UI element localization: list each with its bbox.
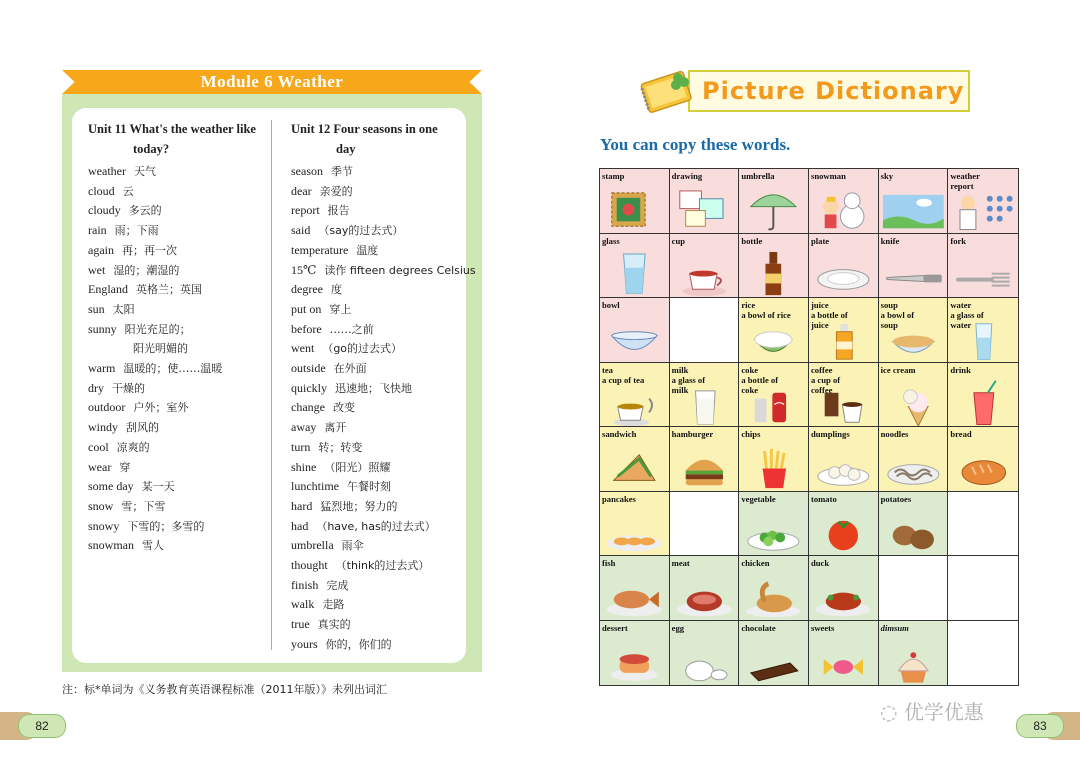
dict-cell-label: sweets bbox=[810, 622, 835, 633]
unit11-heading-line1: Unit 11 What's the weather like bbox=[88, 122, 256, 136]
footnote: 注：标*单词为《义务教育英语课程标准（2011年版）》未列出词汇 bbox=[62, 683, 387, 696]
dict-cell-dessert bbox=[600, 621, 670, 686]
word-chinese: 迅速地；飞快地 bbox=[335, 381, 412, 395]
copy-instruction: You can copy these words. bbox=[600, 135, 791, 154]
dict-cell-knife bbox=[879, 234, 949, 299]
dict-cell-empty bbox=[879, 556, 949, 621]
word-entry bbox=[88, 320, 222, 340]
dict-cell-label: milk a glass of milk bbox=[671, 364, 706, 395]
dict-cell-empty bbox=[948, 556, 1018, 621]
word-chinese: 离开 bbox=[324, 421, 347, 435]
word-entry bbox=[88, 458, 222, 478]
dict-cell-label: tomato bbox=[810, 493, 837, 504]
word-english: snow bbox=[88, 498, 114, 513]
word-entry bbox=[291, 576, 476, 596]
dict-cell-milk bbox=[670, 363, 740, 428]
word-entry bbox=[88, 418, 222, 438]
watermark-text: 优学优惠 bbox=[903, 700, 984, 724]
dict-cell-label: snowman bbox=[810, 171, 846, 181]
word-english: cool bbox=[88, 439, 109, 454]
dict-cell-label: tea a cup of tea bbox=[602, 364, 645, 385]
dict-cell-label: drawing bbox=[671, 171, 703, 181]
word-chinese: 雪；下雪 bbox=[121, 499, 166, 513]
dict-cell-label: dimsum bbox=[880, 622, 909, 633]
word-chinese: 你的，你们的 bbox=[325, 637, 392, 651]
word-chinese: 午餐时刻 bbox=[347, 480, 391, 494]
word-english: snowy bbox=[88, 518, 120, 533]
dict-cell-label: egg bbox=[671, 622, 685, 633]
dict-cell-label: fish bbox=[602, 558, 616, 568]
dict-cell-fish bbox=[600, 556, 670, 621]
word-entry bbox=[88, 300, 222, 320]
dict-cell-label: fork bbox=[950, 235, 967, 246]
word-entry bbox=[291, 497, 476, 517]
dict-cell-label: vegetable bbox=[741, 493, 776, 504]
page-number-left: 82 bbox=[18, 714, 66, 738]
page-number-right: 83 bbox=[1016, 714, 1064, 738]
word-english: true bbox=[291, 617, 310, 632]
word-chinese: 再；再一次 bbox=[122, 243, 177, 257]
word-english: away bbox=[291, 420, 317, 435]
dict-cell-label: coffee a cup of coffee bbox=[810, 364, 841, 395]
word-english: cloud bbox=[88, 183, 115, 198]
word-chinese: （go的过去式） bbox=[322, 342, 403, 356]
dict-cell-glass bbox=[600, 234, 670, 299]
dictionary-title: Picture Dictionary bbox=[702, 77, 965, 105]
unit11-heading bbox=[88, 119, 268, 159]
unit11-word-list bbox=[88, 162, 222, 556]
word-chinese: 凉爽的 bbox=[116, 440, 150, 454]
word-chinese: 季节 bbox=[331, 165, 353, 178]
word-chinese: （say的过去式） bbox=[318, 224, 404, 238]
dict-cell-water bbox=[948, 298, 1018, 363]
dict-cell-label: noodles bbox=[880, 429, 909, 439]
word-english: yours bbox=[291, 636, 318, 651]
dict-cell-label: dessert bbox=[602, 622, 628, 633]
word-entry bbox=[291, 201, 476, 221]
word-english: went bbox=[291, 341, 315, 356]
picture-dictionary-table bbox=[599, 168, 1019, 686]
word-entry bbox=[291, 556, 476, 576]
unit11-heading-line2: today? bbox=[133, 142, 170, 156]
word-english: snowman bbox=[88, 538, 134, 553]
word-chinese: 某一天 bbox=[141, 480, 175, 494]
word-english: weather bbox=[88, 164, 126, 178]
unit12-heading bbox=[291, 119, 471, 159]
word-chinese: （阳光）照耀 bbox=[324, 460, 391, 474]
dict-cell-empty bbox=[670, 298, 740, 363]
word-entry bbox=[88, 221, 222, 241]
word-english: England bbox=[88, 282, 128, 297]
dict-cell-drawing bbox=[670, 169, 740, 234]
word-english: wet bbox=[88, 262, 106, 277]
word-entry bbox=[291, 536, 476, 556]
dict-cell-label: chicken bbox=[741, 558, 770, 568]
word-english: season bbox=[291, 164, 323, 178]
word-entry bbox=[291, 418, 476, 438]
word-entry bbox=[291, 300, 476, 320]
word-entry bbox=[291, 477, 476, 497]
dict-cell-chocolate bbox=[739, 621, 809, 686]
dict-cell-sky bbox=[879, 169, 949, 234]
word-entry bbox=[291, 398, 476, 418]
word-chinese: 亲爱的 bbox=[319, 184, 353, 198]
word-entry bbox=[291, 517, 476, 537]
dict-cell-label: drink bbox=[950, 364, 971, 375]
dict-cell-label: bottle bbox=[741, 235, 763, 246]
module-title: Module 6 Weather bbox=[200, 72, 344, 91]
dict-cell-juice bbox=[809, 298, 879, 363]
dict-cell-coke bbox=[739, 363, 809, 428]
word-chinese: 阳光充足的； bbox=[124, 322, 191, 336]
word-chinese: 户外；室外 bbox=[133, 401, 189, 415]
word-chinese: 真实的 bbox=[317, 618, 351, 632]
word-chinese: 太阳 bbox=[112, 302, 135, 316]
dict-cell-label: chocolate bbox=[741, 622, 776, 633]
dict-cell-sweets bbox=[809, 621, 879, 686]
word-english: report bbox=[291, 203, 320, 218]
word-entry bbox=[291, 162, 476, 182]
word-entry bbox=[291, 595, 476, 615]
dict-cell-tea bbox=[600, 363, 670, 428]
word-entry bbox=[88, 241, 222, 261]
word-chinese: 度 bbox=[330, 283, 342, 297]
dict-cell-label: sandwich bbox=[602, 429, 637, 439]
dict-cell-label: umbrella bbox=[741, 171, 775, 181]
word-english: dry bbox=[88, 380, 104, 395]
dict-cell-egg bbox=[670, 621, 740, 686]
word-english: turn bbox=[291, 439, 311, 454]
word-chinese: 雨；下雨 bbox=[114, 224, 159, 238]
dict-cell-meat bbox=[670, 556, 740, 621]
dict-cell-tomato bbox=[809, 492, 879, 557]
word-chinese: 穿 bbox=[119, 460, 131, 474]
word-english: had bbox=[291, 518, 309, 533]
word-chinese: 天气 bbox=[133, 165, 156, 178]
dict-cell-fork bbox=[948, 234, 1018, 299]
word-chinese: 刮风的 bbox=[126, 421, 159, 435]
word-english: thought bbox=[291, 558, 328, 573]
word-entry bbox=[291, 221, 476, 241]
word-chinese: 改变 bbox=[332, 401, 355, 415]
dict-cell-drink bbox=[948, 363, 1018, 428]
word-entry bbox=[291, 359, 476, 379]
word-english: cloudy bbox=[88, 203, 121, 218]
word-chinese: 读作 fifteen degrees Celsius bbox=[324, 263, 476, 277]
word-chinese: ……之前 bbox=[329, 322, 374, 336]
word-entry bbox=[291, 280, 476, 300]
word-english: temperature bbox=[291, 242, 349, 257]
dict-cell-ice-cream bbox=[879, 363, 949, 428]
word-english: put on bbox=[291, 301, 322, 316]
wechat-icon: ◌ bbox=[880, 700, 898, 724]
word-entry bbox=[291, 241, 476, 261]
word-english: again bbox=[88, 242, 114, 257]
word-english: shine bbox=[291, 459, 317, 474]
word-english: outdoor bbox=[88, 400, 126, 415]
dict-cell-noodles bbox=[879, 427, 949, 492]
word-english: degree bbox=[291, 282, 323, 297]
word-chinese: 温暖的；使……温暖 bbox=[123, 362, 223, 376]
word-entry bbox=[88, 280, 222, 300]
dict-cell-label: rice a bowl of rice bbox=[741, 300, 791, 320]
dict-cell-label: soup a bowl of soup bbox=[880, 300, 915, 330]
dict-cell-rice bbox=[739, 298, 809, 363]
word-chinese: 云 bbox=[122, 184, 134, 198]
word-chinese: 干燥的 bbox=[112, 381, 145, 395]
word-chinese: 多云的 bbox=[128, 204, 162, 218]
word-english: umbrella bbox=[291, 538, 334, 553]
word-chinese: （have, has的过去式） bbox=[316, 519, 436, 533]
word-chinese: 雪人 bbox=[142, 539, 164, 553]
word-entry bbox=[291, 615, 476, 635]
word-english: rain bbox=[88, 223, 107, 238]
word-chinese: 报告 bbox=[327, 204, 350, 218]
unit12-heading-line1: Unit 12 Four seasons in one bbox=[291, 122, 438, 136]
word-english: warm bbox=[88, 361, 116, 376]
dict-cell-potatoes bbox=[879, 492, 949, 557]
dict-cell-label: water a glass of water bbox=[950, 300, 984, 330]
dict-cell-label: plate bbox=[810, 235, 830, 246]
word-chinese: 穿上 bbox=[329, 302, 352, 316]
dict-cell-soup bbox=[879, 298, 949, 363]
dict-cell-weather bbox=[948, 169, 1018, 234]
word-chinese: 猛烈地；努力的 bbox=[320, 499, 398, 513]
word-entry bbox=[291, 458, 476, 478]
dict-cell-dumplings bbox=[809, 427, 879, 492]
word-entry bbox=[88, 536, 222, 556]
word-english: outside bbox=[291, 361, 326, 376]
dict-cell-label: cup bbox=[671, 235, 686, 246]
word-chinese: （think的过去式） bbox=[335, 559, 430, 573]
word-chinese: 走路 bbox=[322, 598, 345, 612]
word-english: finish bbox=[291, 577, 319, 592]
dict-cell-label: bowl bbox=[602, 300, 620, 310]
dict-cell-label: juice a bottle of juice bbox=[810, 300, 848, 330]
word-entry bbox=[291, 182, 476, 202]
word-english: before bbox=[291, 321, 322, 336]
dict-cell-label: sky bbox=[880, 171, 894, 181]
dict-cell-bottle bbox=[739, 234, 809, 299]
dict-cell-label: glass bbox=[602, 235, 620, 246]
dict-cell-label: pancakes bbox=[602, 493, 636, 504]
word-entry bbox=[88, 398, 222, 418]
notebook-icon bbox=[636, 68, 702, 114]
word-english: lunchtime bbox=[291, 479, 339, 494]
dict-cell-chips bbox=[739, 427, 809, 492]
dict-cell-duck bbox=[809, 556, 879, 621]
word-english: sun bbox=[88, 301, 105, 316]
word-entry bbox=[88, 182, 222, 202]
dict-cell-label: duck bbox=[810, 558, 830, 568]
word-chinese: 在外面 bbox=[333, 362, 367, 376]
word-entry bbox=[291, 379, 476, 399]
word-english: dear bbox=[291, 183, 312, 198]
word-chinese: 英格兰；英国 bbox=[136, 283, 202, 297]
dict-cell-label: knife bbox=[880, 235, 900, 246]
dict-cell-label: weather report bbox=[950, 171, 980, 191]
word-entry bbox=[88, 379, 222, 399]
word-chinese: 阳光明媚的 bbox=[133, 342, 188, 356]
dict-cell-coffee bbox=[809, 363, 879, 428]
dict-cell-label: dumplings bbox=[810, 429, 850, 439]
word-chinese: 温度 bbox=[356, 243, 379, 257]
watermark bbox=[880, 696, 984, 725]
dict-cell-stamp bbox=[600, 169, 670, 234]
dict-cell-label: stamp bbox=[602, 171, 625, 181]
dict-cell-chicken bbox=[739, 556, 809, 621]
word-entry bbox=[291, 261, 476, 281]
dict-cell-vegetable bbox=[739, 492, 809, 557]
dict-cell-plate bbox=[809, 234, 879, 299]
dict-cell-bowl bbox=[600, 298, 670, 363]
word-entry bbox=[291, 320, 476, 340]
word-chinese: 下雪的；多雪的 bbox=[127, 519, 205, 533]
dict-cell-pancakes bbox=[600, 492, 670, 557]
word-chinese: 完成 bbox=[326, 578, 349, 592]
dict-cell-sandwich bbox=[600, 427, 670, 492]
word-english: some day bbox=[88, 479, 134, 494]
word-entry bbox=[88, 339, 222, 359]
dict-cell-empty bbox=[948, 621, 1018, 686]
word-entry bbox=[88, 517, 222, 537]
word-entry bbox=[88, 261, 222, 281]
dict-cell-snowman bbox=[809, 169, 879, 234]
word-entry bbox=[88, 359, 222, 379]
word-entry bbox=[291, 438, 476, 458]
word-english: wear bbox=[88, 459, 112, 474]
dict-cell-label: chips bbox=[741, 429, 761, 439]
word-english: change bbox=[291, 400, 325, 415]
unit12-word-list bbox=[291, 162, 476, 655]
dict-cell-label: bread bbox=[950, 429, 972, 439]
dict-cell-label: coke a bottle of coke bbox=[741, 364, 779, 395]
dict-cell-label: hamburger bbox=[671, 429, 714, 439]
word-entry bbox=[88, 497, 222, 517]
dict-cell-cup bbox=[670, 234, 740, 299]
dict-cell-hamburger bbox=[670, 427, 740, 492]
word-english: windy bbox=[88, 420, 118, 435]
column-divider bbox=[271, 120, 272, 650]
word-entry bbox=[88, 201, 222, 221]
dict-cell-empty bbox=[948, 492, 1018, 557]
word-english: walk bbox=[291, 597, 315, 612]
dict-cell-empty bbox=[670, 492, 740, 557]
word-english: sunny bbox=[88, 321, 117, 336]
word-chinese: 湿的；潮湿的 bbox=[113, 263, 180, 277]
word-chinese: 雨伞 bbox=[341, 539, 364, 553]
word-entry bbox=[291, 635, 476, 655]
word-entry bbox=[291, 339, 476, 359]
dict-cell-label: potatoes bbox=[880, 493, 912, 504]
word-english: 15℃ bbox=[291, 262, 317, 277]
dict-cell-label: meat bbox=[671, 558, 690, 568]
word-chinese: 转；转变 bbox=[318, 440, 363, 454]
unit12-heading-line2: day bbox=[336, 142, 356, 156]
word-entry bbox=[88, 477, 222, 497]
word-english: quickly bbox=[291, 380, 327, 395]
dict-cell-label: ice cream bbox=[880, 364, 916, 375]
dict-cell-dimsum bbox=[879, 621, 949, 686]
word-entry bbox=[88, 162, 222, 182]
dict-cell-bread bbox=[948, 427, 1018, 492]
word-entry bbox=[88, 438, 222, 458]
word-english: hard bbox=[291, 498, 313, 513]
dict-cell-umbrella bbox=[739, 169, 809, 234]
word-english: said bbox=[291, 223, 311, 238]
